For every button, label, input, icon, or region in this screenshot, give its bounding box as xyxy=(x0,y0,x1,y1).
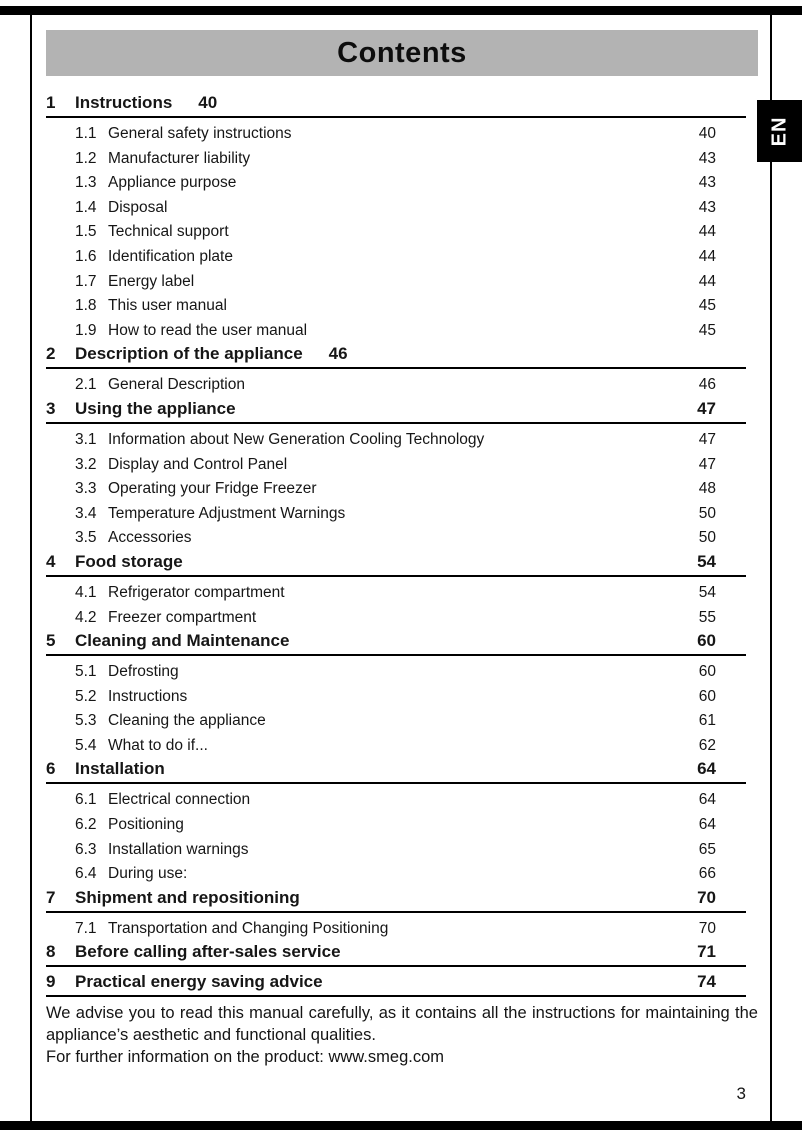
toc-item-page: 64 xyxy=(698,816,716,834)
toc-item-page: 43 xyxy=(698,149,716,167)
toc-item xyxy=(46,319,746,344)
toc-item-page: 40 xyxy=(698,125,716,142)
toc-item-title: Information about New Generation Cooling Technology xyxy=(108,430,485,448)
toc-item-number: 4.2 xyxy=(75,608,97,626)
toc-section-page: 40 xyxy=(198,93,218,112)
page-frame-top xyxy=(0,6,802,15)
toc-item xyxy=(46,171,746,196)
toc-item-number: 6.3 xyxy=(75,840,97,858)
toc-item-page: 50 xyxy=(698,529,716,547)
footer-note xyxy=(46,1002,758,1068)
toc-item-title: Electrical connection xyxy=(108,791,251,809)
toc-section-number: 3 xyxy=(46,398,56,418)
toc-item-page: 46 xyxy=(698,376,716,394)
toc-item-number: 5.1 xyxy=(75,663,97,681)
toc-item-title: Technical support xyxy=(108,223,229,241)
toc-item-title: Instructions xyxy=(108,687,188,705)
toc-item-number: 6.4 xyxy=(75,865,97,883)
toc-item-title: Transportation and Changing Positioning xyxy=(108,919,389,937)
toc-item-page: 47 xyxy=(698,455,716,473)
toc-item xyxy=(46,734,746,759)
toc-item-number: 1.9 xyxy=(75,321,97,339)
toc-section-number: 7 xyxy=(46,887,56,907)
toc-item-number: 5.3 xyxy=(75,712,97,730)
toc-item-number: 6.2 xyxy=(75,816,97,834)
toc-item-number: 3.1 xyxy=(75,430,97,448)
toc-item xyxy=(46,122,746,147)
toc-item xyxy=(46,373,746,398)
toc-item-title: Identification plate xyxy=(108,247,233,265)
toc-item-title: Temperature Adjustment Warnings xyxy=(108,504,346,522)
toc-section-heading xyxy=(46,630,746,652)
section-divider xyxy=(46,367,746,369)
toc-section-number: 2 xyxy=(46,344,56,364)
toc-item-page: 44 xyxy=(698,223,716,241)
toc-item xyxy=(46,685,746,710)
toc-item xyxy=(46,428,746,453)
toc-section-heading xyxy=(46,971,746,993)
toc-item xyxy=(46,270,746,295)
toc-item xyxy=(46,453,746,478)
toc-item xyxy=(46,788,746,813)
toc-item xyxy=(46,813,746,838)
toc-item-number: 1.4 xyxy=(75,198,97,216)
footer-paragraph-website: For further information on the product: www.smeg.com xyxy=(46,1048,444,1066)
toc-section-page: 47 xyxy=(697,398,716,418)
toc-item-page: 64 xyxy=(698,791,716,809)
toc-section-title: Practical energy saving advice xyxy=(75,972,323,992)
toc-section-page: 54 xyxy=(697,551,716,571)
footer-paragraph-advice: We advise you to read this manual carefully, as it contains all the instructions for maintaining the appliance’s aesthetic and functional qualities. xyxy=(46,1004,758,1044)
section-divider xyxy=(46,995,746,997)
toc-item xyxy=(46,917,746,942)
toc-item-title: What to do if... xyxy=(108,736,208,754)
toc-item-title: Installation warnings xyxy=(108,840,249,858)
section-divider xyxy=(46,782,746,784)
toc-item-number: 1.6 xyxy=(75,247,97,265)
toc-item-page: 55 xyxy=(698,608,716,626)
toc-item-title: Operating your Fridge Freezer xyxy=(108,480,317,498)
toc-section-heading xyxy=(46,398,746,420)
toc-section-number: 1 xyxy=(46,93,56,112)
toc-item-title: Refrigerator compartment xyxy=(108,583,285,601)
toc-item-number: 1.1 xyxy=(75,125,97,142)
toc-item xyxy=(46,502,746,527)
toc-section-number: 4 xyxy=(46,551,56,571)
toc-section-heading xyxy=(46,343,746,365)
toc-section-heading xyxy=(46,887,746,909)
toc-section-page: 46 xyxy=(328,344,348,364)
toc-section-title: Description of the appliance xyxy=(75,344,303,364)
toc-item xyxy=(46,862,746,887)
toc-section-heading xyxy=(46,941,746,963)
toc-item-page: 43 xyxy=(698,198,716,216)
toc-item-title: Manufacturer liability xyxy=(108,149,251,167)
section-divider xyxy=(46,654,746,656)
toc-item-number: 7.1 xyxy=(75,919,97,937)
toc-item-number: 1.7 xyxy=(75,272,97,290)
toc-section-page: 71 xyxy=(697,942,716,962)
page-frame-left xyxy=(30,6,32,1130)
toc-item xyxy=(46,245,746,270)
toc-section-heading xyxy=(46,758,746,780)
page-number: 3 xyxy=(736,1084,746,1103)
toc-section-page: 60 xyxy=(697,631,716,651)
toc-item-number: 1.5 xyxy=(75,223,97,241)
toc-section-title: Food storage xyxy=(75,551,183,571)
page-title: Contents xyxy=(337,36,467,69)
toc-item-page: 45 xyxy=(698,321,716,339)
toc-item xyxy=(46,477,746,502)
toc-item-number: 3.4 xyxy=(75,504,97,522)
toc-item-title: Cleaning the appliance xyxy=(108,712,266,730)
toc-section-title: Before calling after-sales service xyxy=(75,942,341,962)
toc-item-number: 3.2 xyxy=(75,455,97,473)
toc-item-page: 61 xyxy=(698,712,716,730)
toc-item-title: Appliance purpose xyxy=(108,174,237,192)
language-tab xyxy=(757,100,802,162)
toc-item-number: 5.4 xyxy=(75,736,97,754)
toc-section-page: 70 xyxy=(697,887,716,907)
toc-section-title: Shipment and repositioning xyxy=(75,887,300,907)
toc-item-title: Energy label xyxy=(108,272,195,290)
toc-item-title: General Description xyxy=(108,376,245,394)
toc-item xyxy=(46,709,746,734)
page-frame-bottom xyxy=(0,1121,802,1130)
toc-item-page: 50 xyxy=(698,504,716,522)
toc-section-number: 8 xyxy=(46,942,56,962)
toc-item-page: 60 xyxy=(698,663,716,681)
toc-section-title: Installation xyxy=(75,759,165,779)
section-divider xyxy=(46,116,746,118)
toc-item-page: 65 xyxy=(698,840,716,858)
toc-item-number: 4.1 xyxy=(75,583,97,601)
toc-item xyxy=(46,606,746,631)
toc-item-page: 60 xyxy=(698,687,716,705)
toc-section-page: 64 xyxy=(697,759,716,779)
toc-section-title: Instructions xyxy=(75,93,173,112)
toc-section-page: 74 xyxy=(697,972,716,992)
toc-section-title: Using the appliance xyxy=(75,398,236,418)
toc-section-title: Cleaning and Maintenance xyxy=(75,631,290,651)
toc-item-page: 66 xyxy=(698,865,716,883)
toc-item-title: Positioning xyxy=(108,816,184,834)
toc-section-heading xyxy=(46,92,746,114)
toc-item-title: General safety instructions xyxy=(108,125,292,142)
toc-item-number: 3.3 xyxy=(75,480,97,498)
toc-section-number: 5 xyxy=(46,631,56,651)
toc-item-number: 1.8 xyxy=(75,297,97,315)
toc-item-title: How to read the user manual xyxy=(108,321,308,339)
toc-item-number: 5.2 xyxy=(75,687,97,705)
toc-item-number: 3.5 xyxy=(75,529,97,547)
toc-item-title: Display and Control Panel xyxy=(108,455,288,473)
toc-item-title: Defrosting xyxy=(108,663,179,681)
contents-header-bar xyxy=(46,30,758,76)
toc-item-title: Accessories xyxy=(108,529,192,547)
toc-item xyxy=(46,196,746,221)
section-divider xyxy=(46,575,746,577)
toc-item xyxy=(46,294,746,319)
toc-item-number: 1.3 xyxy=(75,174,97,192)
toc-item-number: 1.2 xyxy=(75,149,97,167)
toc-item-page: 43 xyxy=(698,174,716,192)
toc-section-heading xyxy=(46,551,746,573)
language-tab-label: EN xyxy=(767,116,790,146)
toc-item xyxy=(46,220,746,245)
toc-item xyxy=(46,838,746,863)
toc-section-number: 9 xyxy=(46,972,56,992)
toc-item xyxy=(46,526,746,551)
toc-item-title: This user manual xyxy=(108,297,227,315)
toc-item-page: 54 xyxy=(698,583,716,601)
toc-item-page: 70 xyxy=(698,919,716,937)
table-of-contents xyxy=(46,92,746,1001)
section-divider xyxy=(46,422,746,424)
toc-item xyxy=(46,147,746,172)
toc-item-title: Disposal xyxy=(108,198,168,216)
toc-item-title: Freezer compartment xyxy=(108,608,257,626)
toc-item-page: 45 xyxy=(698,297,716,315)
toc-item xyxy=(46,660,746,685)
toc-item xyxy=(46,581,746,606)
toc-item-number: 2.1 xyxy=(75,376,97,394)
page-frame-right xyxy=(770,6,772,1130)
toc-section-number: 6 xyxy=(46,759,56,779)
toc-item-page: 47 xyxy=(698,430,716,448)
toc-item-page: 62 xyxy=(698,736,716,754)
section-divider xyxy=(46,911,746,913)
toc-item-title: During use: xyxy=(108,865,188,883)
toc-item-page: 44 xyxy=(698,272,716,290)
section-divider xyxy=(46,965,746,967)
toc-item-page: 48 xyxy=(698,480,716,498)
toc-item-number: 6.1 xyxy=(75,791,97,809)
toc-item-page: 44 xyxy=(698,247,716,265)
